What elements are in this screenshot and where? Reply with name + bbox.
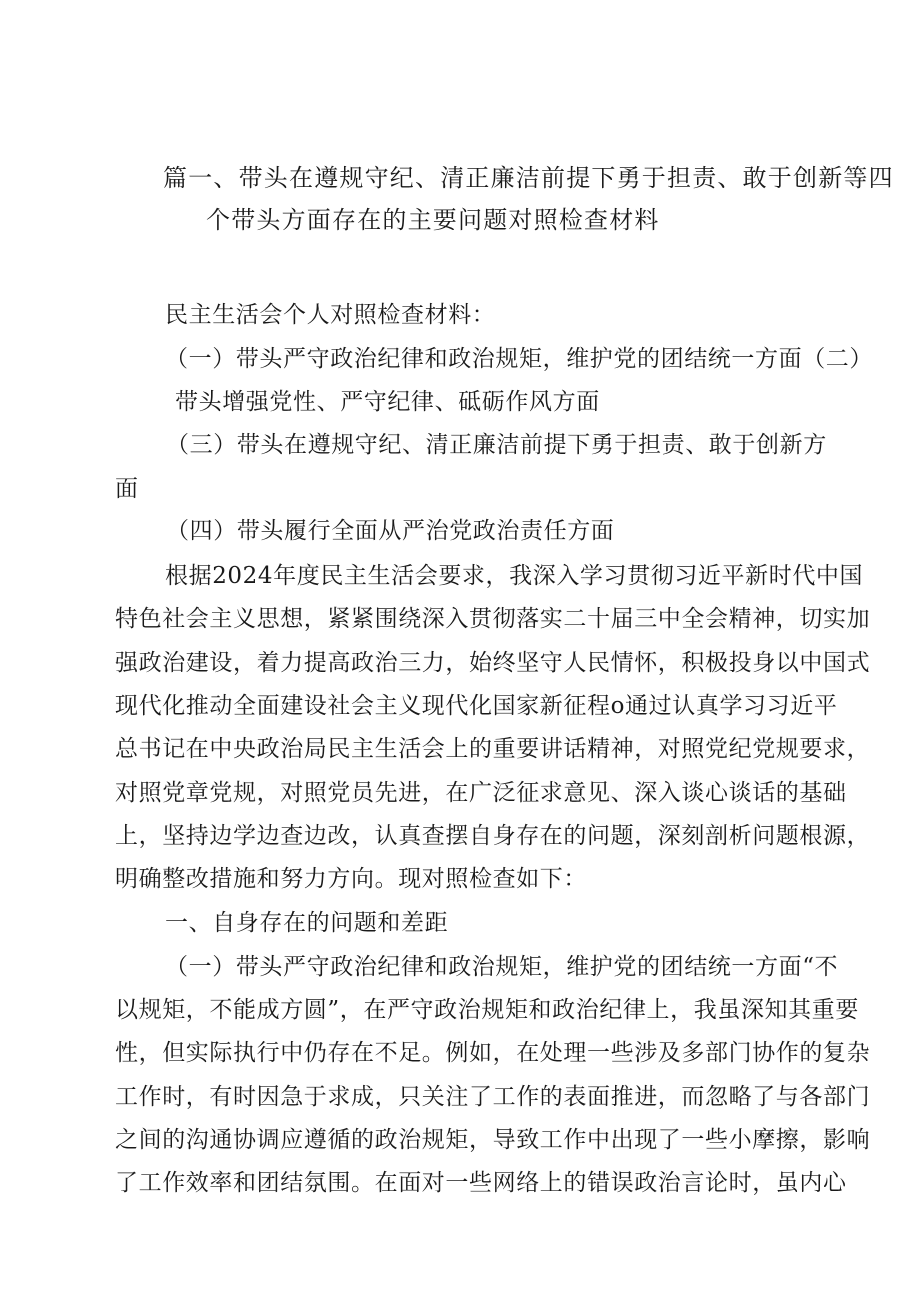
intro-line-7: 上，坚持边学边查边改，认真查摆自身存在的问题，深刻剖析问题根源， [115, 823, 871, 849]
intro-line-2: 特色社会主义思想，紧紧围绕深入贯彻落实二十届三中全会精神，切实加 [115, 606, 871, 632]
intro-line-1: 根据2024年度民主生活会要求，我深入学习贯彻习近平新时代中国 [165, 563, 864, 589]
section-body-line-5: 之间的沟通协调应遵循的政治规矩，导致工作中出现了一些小摩擦，影响 [115, 1127, 871, 1153]
section-body-line-1: （一）带头严守政治纪律和政治规矩，维护党的团结统一方面“不 [165, 954, 839, 980]
section-body-line-3: 性，但实际执行中仍存在不足。例如，在处理一些涉及多部门协作的复杂 [115, 1040, 871, 1066]
section-body-line-4: 工作时，有时因急于求成，只关注了工作的表面推进，而忽略了与各部门 [115, 1084, 871, 1110]
intro-line-8: 明确整改措施和努力方向。现对照检查如下： [115, 866, 587, 892]
intro-line-6: 对照党章党规，对照党员先进，在广泛征求意见、深入谈心谈话的基础 [115, 780, 847, 806]
document-subtitle: 民主生活会个人对照检查材料： [165, 302, 496, 328]
intro-line-5: 总书记在中央政治局民主生活会上的重要讲话精神，对照党纪党规要求， [115, 736, 871, 762]
section-body-line-2: 以规矩，不能成方圆”，在严守政治规矩和政治纪律上，我虽深知其重要 [115, 997, 859, 1023]
section-body-line-6: 了工作效率和团结氛围。在面对一些网络上的错误政治言论时，虽内心 [115, 1170, 847, 1196]
intro-line-3: 强政治建设，着力提高政治三力，始终坚守人民情怀，积极投身以中国式 [115, 650, 871, 676]
outline-line-3: （三）带头在遵规守纪、清正廉洁前提下勇于担责、敢于创新方 [166, 432, 827, 458]
outline-line-1: （一）带头严守政治纪律和政治规矩，维护党的团结统一方面（二） [165, 346, 873, 372]
outline-line-5: （四）带头履行全面从严治党政治责任方面 [166, 518, 615, 544]
document-title-line-2: 个带头方面存在的主要问题对照检查材料 [206, 206, 660, 234]
section-heading: 一、自身存在的问题和差距 [165, 910, 449, 936]
document-title-line-1: 篇一、带头在遵规守纪、清正廉洁前提下勇于担责、敢于创新等四 [163, 164, 894, 192]
outline-line-2: 带头增强党性、严守纪律、砥砺作风方面 [175, 389, 600, 415]
intro-line-4: 现代化推动全面建设社会主义现代化国家新征程o通过认真学习习近平 [115, 693, 838, 719]
outline-line-4: 面 [115, 476, 139, 502]
